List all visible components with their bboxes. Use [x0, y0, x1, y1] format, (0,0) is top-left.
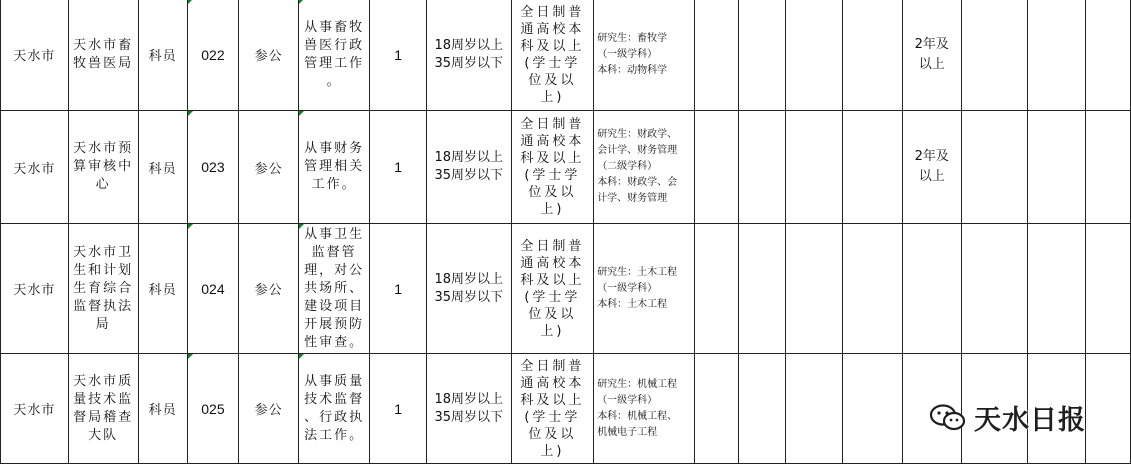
empty-cell	[739, 224, 786, 354]
major-cell: 研究生：土木工程 （一级学科） 本科：土木工程	[594, 224, 695, 354]
unit-cell: 天水市质量技术监督局稽查大队	[68, 354, 138, 464]
watermark-text: 天水日报	[974, 405, 1086, 436]
table-row	[1, 111, 1131, 224]
empty-cell	[739, 354, 786, 464]
type-cell: 参公	[239, 111, 299, 224]
table-row	[1, 0, 1131, 111]
education-cell: 全日制普 通高校本 科及以上 (学士学 位及以 上)	[511, 0, 594, 111]
city-cell: 天水市	[1, 111, 69, 224]
type-cell: 参公	[239, 354, 299, 464]
duty-cell: 从事畜牧 兽医行政 管理工作 。	[299, 0, 370, 111]
unit-cell: 天水市卫生和计划生育综合监督执法局	[68, 224, 138, 354]
duty-cell: 从事财务 管理相关 工作。	[299, 111, 370, 224]
empty-cell	[1028, 224, 1086, 354]
position-cell: 科员	[138, 111, 187, 224]
empty-cell	[1085, 354, 1130, 464]
major-cell: 研究生：财政学、 会计学、财务管理 （二级学科） 本科：财政学、会 计学、财务管理	[594, 111, 695, 224]
empty-cell	[695, 0, 739, 111]
age-cell: 18周岁以上 35周岁以下	[427, 354, 511, 464]
empty-cell	[695, 111, 739, 224]
empty-cell	[786, 354, 843, 464]
empty-cell	[695, 354, 739, 464]
count-cell: 1	[370, 224, 427, 354]
count-cell: 1	[370, 0, 427, 111]
type-cell: 参公	[239, 224, 299, 354]
empty-cell	[695, 224, 739, 354]
empty-cell	[961, 224, 1028, 354]
city-cell: 天水市	[1, 224, 69, 354]
type-cell: 参公	[239, 0, 299, 111]
watermark	[928, 398, 1086, 437]
code-cell: 023	[187, 111, 238, 224]
empty-cell	[1085, 0, 1130, 111]
experience-cell: 2年及 以上	[902, 111, 961, 224]
empty-cell	[843, 111, 903, 224]
unit-cell: 天水市预算审核中心	[68, 111, 138, 224]
code-cell: 025	[187, 354, 238, 464]
major-cell: 研究生：畜牧学 （一级学科） 本科：动物科学	[594, 0, 695, 111]
table-row	[1, 224, 1131, 354]
empty-cell	[1028, 0, 1086, 111]
empty-cell	[843, 0, 903, 111]
age-cell: 18周岁以上 35周岁以下	[427, 224, 511, 354]
education-cell: 全日制普 通高校本 科及以上 (学士学 位及以 上)	[511, 354, 594, 464]
unit-cell: 天水市畜牧兽医局	[68, 0, 138, 111]
empty-cell	[786, 224, 843, 354]
empty-cell	[786, 111, 843, 224]
empty-cell	[961, 111, 1028, 224]
empty-cell	[739, 0, 786, 111]
empty-cell	[786, 0, 843, 111]
age-cell: 18周岁以上 35周岁以下	[427, 0, 511, 111]
empty-cell	[1085, 224, 1130, 354]
empty-cell	[843, 354, 903, 464]
position-cell: 科员	[138, 0, 187, 111]
empty-cell	[1085, 111, 1130, 224]
city-cell: 天水市	[1, 354, 69, 464]
city-cell: 天水市	[1, 0, 69, 111]
empty-cell	[961, 0, 1028, 111]
major-cell: 研究生：机械工程 （一级学科） 本科：机械工程、 机械电子工程	[594, 354, 695, 464]
experience-cell	[902, 224, 961, 354]
empty-cell	[1028, 111, 1086, 224]
count-cell: 1	[370, 354, 427, 464]
position-cell: 科员	[138, 354, 187, 464]
empty-cell	[843, 224, 903, 354]
empty-cell	[739, 111, 786, 224]
age-cell: 18周岁以上 35周岁以下	[427, 111, 511, 224]
duty-cell: 从事质量 技术监督 、行政执 法工作。	[299, 354, 370, 464]
code-cell: 024	[187, 224, 238, 354]
experience-cell: 2年及 以上	[902, 0, 961, 111]
position-cell: 科员	[138, 224, 187, 354]
duty-cell: 从事卫生 监督管 理，对公 共场所、 建设项目 开展预防 性审查。	[299, 224, 370, 354]
education-cell: 全日制普 通高校本 科及以上 (学士学 位及以 上)	[511, 224, 594, 354]
code-cell: 022	[187, 0, 238, 111]
education-cell: 全日制普 通高校本 科及以上 (学士学 位及以 上)	[511, 111, 594, 224]
count-cell: 1	[370, 111, 427, 224]
wechat-icon	[928, 403, 968, 433]
